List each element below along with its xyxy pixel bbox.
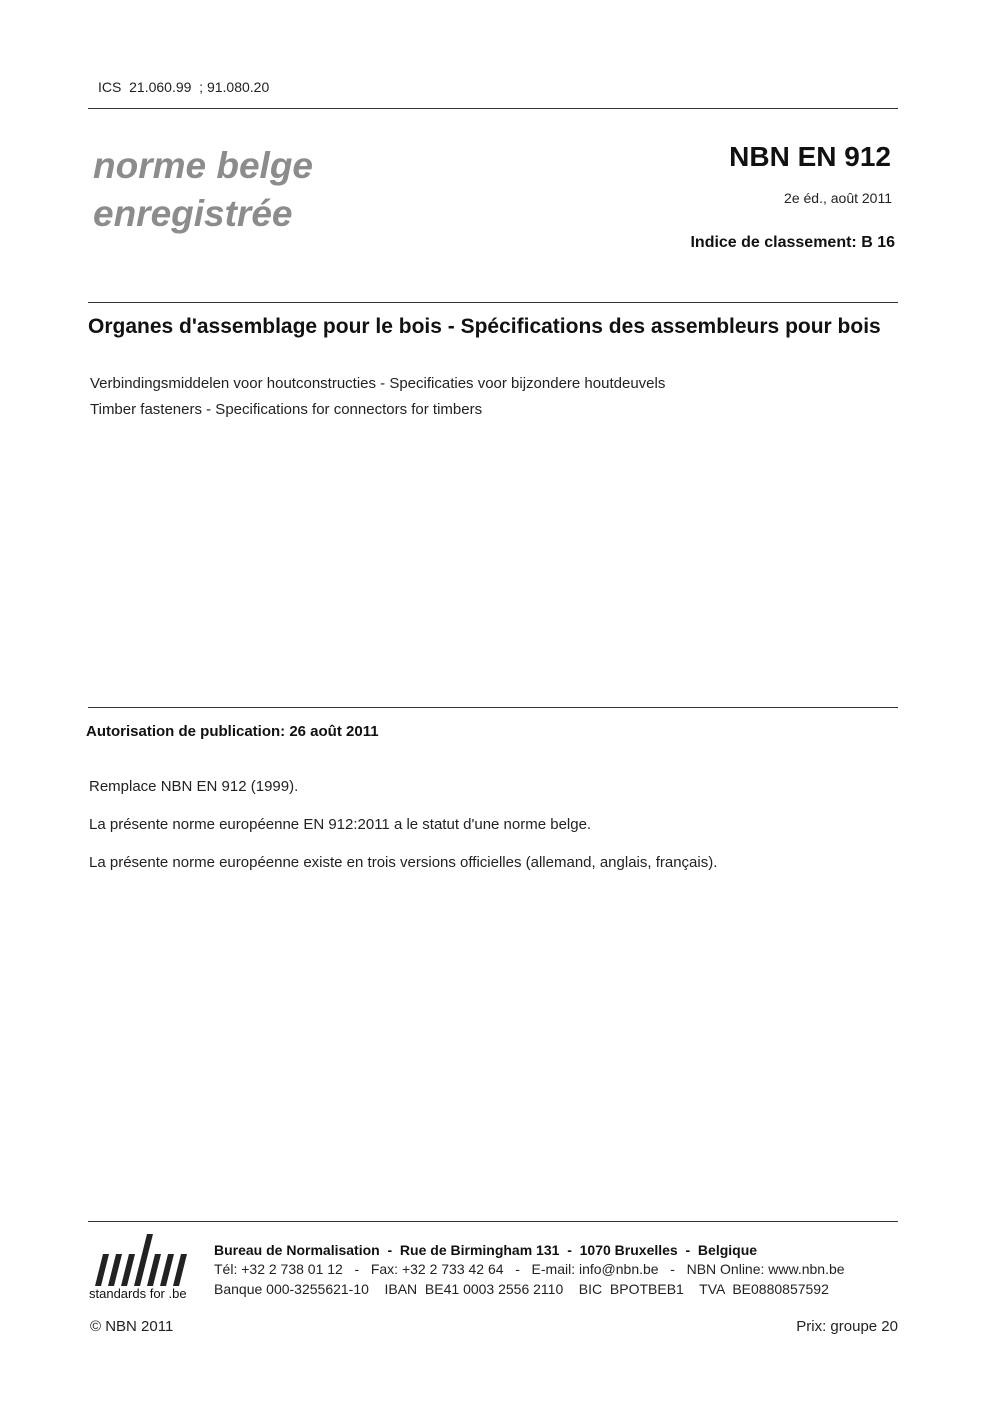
footer-address: Bureau de Normalisation - Rue de Birmingham 131 - 1070 Bruxelles - Belgique [214,1242,758,1258]
publication-divider [88,707,898,708]
ics-codes: ICS 21.060.99 ; 91.080.20 [98,79,270,95]
title-french: Organes d'assemblage pour le bois - Spécifications des assembleurs pour bois [88,315,881,338]
logo-tagline: standards for .be [89,1286,187,1301]
footer-contact: Tél: +32 2 738 01 12 - Fax: +32 2 733 42 64 - E-mail: info@nbn.be - NBN Online: www.nbn.be [214,1261,845,1277]
norme-line-2: enregistrée [93,193,293,234]
standard-code: NBN EN 912 [729,141,891,172]
norme-line-1: norme belge [93,145,313,186]
note-status: La présente norme européenne EN 912:2011 a le statut d'une norme belge. [89,816,592,833]
footer-divider [88,1221,898,1222]
footer-bank: Banque 000-3255621-10 IBAN BE41 0003 2556 2110 BIC BPOTBEB1 TVA BE0880857592 [214,1281,829,1297]
norme-belge-label [93,142,313,238]
publication-authorization: Autorisation de publication: 26 août 2011 [86,723,379,740]
note-replaces: Remplace NBN EN 912 (1999). [89,778,299,795]
edition-date: 2e éd., août 2011 [784,190,892,206]
title-divider [88,302,898,303]
title-english: Timber fasteners - Specifications for connectors for timbers [90,401,483,418]
title-dutch: Verbindingsmiddelen voor houtconstructies - Specificaties voor bijzondere houtdeuvels [90,375,666,392]
copyright: © NBN 2011 [90,1318,174,1335]
classification-index: Indice de classement: B 16 [690,234,895,251]
price-group: Prix: groupe 20 [796,1318,898,1335]
top-divider [88,108,898,109]
note-versions: La présente norme européenne existe en trois versions officielles (allemand, anglais, français). [89,854,718,871]
